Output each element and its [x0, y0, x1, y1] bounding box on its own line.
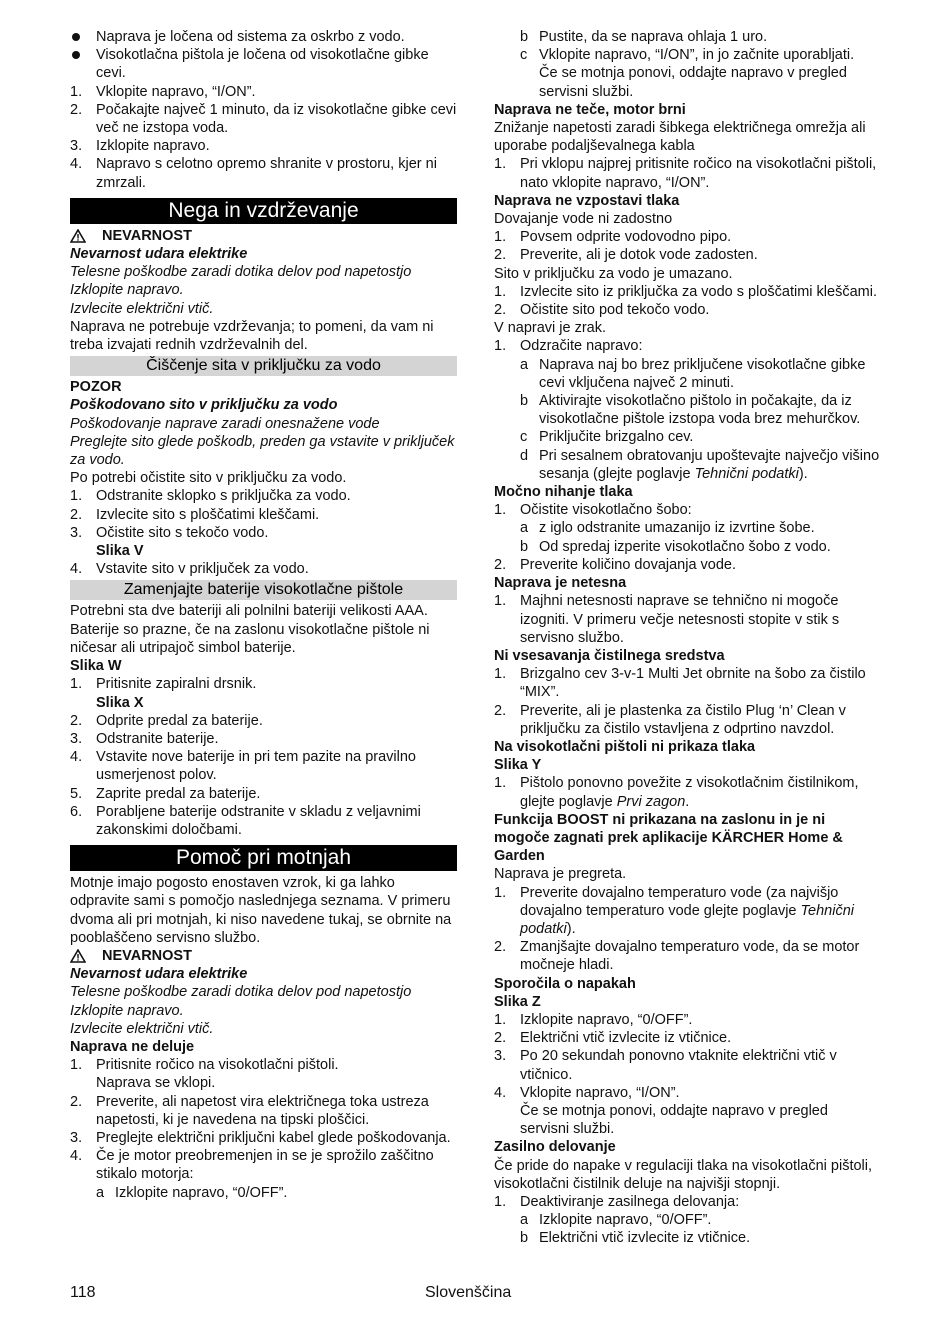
list-item: 1. Povsem odprite vodovodno pipo. [494, 229, 732, 246]
figure-ref: Slika W [70, 658, 122, 675]
list-item: 1. Pri vklopu najprej pritisnite ročico na visokotlačni pištoli, nato vklopite napravo, “I/ON”. [494, 156, 877, 191]
list-item: 4. Vklopite napravo, “I/ON”. [494, 1084, 680, 1101]
list-item: 2. Električni vtič izvlecite iz vtičnice. [494, 1030, 732, 1047]
list-item: 1. Pritisnite ročico na visokotlačni pištoli. [70, 1057, 339, 1074]
bullet-item: Visokotlačna pištola je ločena od visokotlačne gibke cevi. [70, 46, 457, 82]
sub-list-item: a Izklopite napravo, “0/OFF”. [96, 1184, 288, 1201]
list-item: 1. Odzračite napravo: [494, 338, 643, 355]
list-item: 1. Deaktiviranje zasilnega delovanja: [494, 1194, 740, 1210]
danger-label: NEVARNOST [70, 227, 457, 245]
chapter-reference: Prvi zagon [616, 793, 686, 810]
sub-list-item: a Izklopite napravo, “0/OFF”. [520, 1212, 712, 1229]
fault-title: Zasilno delovanje [494, 1139, 616, 1156]
list-item: 1. Odstranite sklopko s priključka za vodo. [70, 488, 351, 505]
list-item: 2. Odprite predal za baterije. [70, 712, 263, 729]
right-column: b Pustite, da se naprava ohlaja 1 uro. c Vklopite napravo, “I/ON”, in jo začnite uporabljati. Če se motnja ponovi, oddajte napravo v pregled servisni službi. Naprava ne teče, motor brni Znižanje napetosti zaradi šibkega električnega omrežja ali uporabe podaljševalnega kabla 1. Pri vklopu najprej pritisnite ročico na visokotlačni pištoli, nato vklopite napravo, “I/ON”. Naprava ne vzpostavi tlaka Dovajanje vode ni zadostno 1. Povsem odprite vodovodno pipo. 2. Preverite, ali je dotok vode zadosten. Sito v priključku za vodo je umazano. 1. Izvlecite sito iz priključka za vodo s ploščatimi kleščami. 2. Očistite sito pod tekočo vodo. V napravi je zrak. 1. Odzračite napravo: a Naprava naj bo brez priključene visokotlačne gibke cevi vključena največ 2 minuti. b Aktivirajte visokotlačno pištolo in počakajte, da iz visokotlačne pištole izstopa voda brez mehurčkov. c Priključite brizgalno cev. d Pri sesalnem obratovanju upoštevajte največjo višino sesanja (glejte poglavje Tehnični podatki). Močno nihanje tlaka 1. Očistite visokotlačno šobo: a z iglo odstranite umazanijo iz izvrtine šobe. b Od spredaj izperite visokotlačno šobo z vodo. 2. Preverite količino dovajanja vode. Naprava je netesna 1. Majhni netesnosti naprave se tehnično ni mogoče izogniti. V primeru večje netesnosti stopite v stik s servisno službo. Ni vsesavanja čistilnega sredstva 1. Brizgalno cev 3-v-1 Multi Jet obrnite na šobo za čistilo “MIX”. 2. Preverite, ali je plastenka za čistilo Plug ‘n’ Clean v priključku za čistilo vstavljena z odprtino navzdol. Na visokotlačni pištoli ni prikaza tlaka Slika Y 1. Pištolo ponovno povežite z visokotlačnim čistilnikom, glejte poglavje Prvi zagon. Funkcija BOOST ni prikazana na zaslonu in je ni mogoče zagnati prek aplikacije KÄRCHER Home & Garden Naprava je pregreta. 1. Preverite dovajalno temperaturo vode (za najvišjo dovajalno temperaturo vode glejte poglavje Tehnični podatki). 2. Zmanjšajte dovajalno temperaturo vode, da se motor močneje hladi. Sporočila o napakah Slika Z 1. Izklopite napravo, “0/OFF”. 2. Električni vtič izvlecite iz vtičnice. 3. Po 20 sekundah ponovno vtaknite električni vtič v vtičnico. 4. Vklopite napravo, “I/ON”. Če se motnja ponovi, oddajte napravo v pregled servisni službi. Zasilno delovanje Če pride do napake v regulaciji tlaka na visokotlačni pištoli, visokotlačni čistilnik deluje na najvišji stopnji. 1. Deaktiviranje zasilnega delovanja: a Izklopite napravo, “0/OFF”. b Električni vtič izvlecite iz vtičnice. [494, 29, 880, 1247]
bullet-item: Naprava je ločena od sistema za oskrbo z vodo. [70, 28, 457, 46]
fault-title: Sporočila o napakah [494, 975, 636, 992]
chapter-reference: Tehnični podatki [520, 902, 855, 937]
section-heading-pomoc: Pomoč pri motnjah [70, 845, 457, 871]
figure-ref: Slika Y [494, 757, 542, 774]
danger-title: Nevarnost udara elektrike [70, 966, 248, 983]
list-item: 1. Pištolo ponovno povežite z visokotlačnim čistilnikom, glejte poglavje Prvi zagon. [494, 775, 859, 810]
section-heading-nega: Nega in vzdrževanje [70, 198, 457, 224]
list-item: 3. Izklopite napravo. [70, 138, 210, 155]
list-item: 2. Izvlecite sito s ploščatimi kleščami. [70, 506, 320, 523]
list-item: 4. Vstavite nove baterije in pri tem pazite na pravilno usmerjenost polov. [70, 749, 416, 784]
fault-title: Naprava ne deluje [70, 1038, 195, 1055]
chapter-reference: Tehnični podatki [694, 465, 799, 482]
list-item: 1. Majhni netesnosti naprave se tehnično ni mogoče izogniti. V primeru večje netesnosti stopite v stik s servisno službo. [494, 593, 840, 646]
list-item: 2. Preverite, ali je plastenka za čistilo Plug ‘n’ Clean v priključku za čistilo vstavljena z odprtino navzdol. [494, 702, 846, 737]
list-item: 1. Brizgalno cev 3-v-1 Multi Jet obrnite na šobo za čistilo “MIX”. [494, 666, 866, 701]
figure-ref: Slika Z [494, 993, 541, 1010]
sub-list-item: b Od spredaj izperite visokotlačno šobo z vodo. [520, 538, 831, 555]
fault-title: Ni vsesavanja čistilnega sredstva [494, 647, 725, 664]
list-item: 2. Preverite, ali napetost vira električnega toka ustreza napetosti, ki je navedena na tipski ploščici. [70, 1093, 429, 1128]
page-number: 118 [70, 1284, 96, 1301]
warning-triangle-icon [70, 949, 86, 963]
fault-title: Močno nihanje tlaka [494, 484, 633, 501]
fault-title: Funkcija BOOST ni prikazana na zaslonu in je ni mogoče zagnati prek aplikacije KÄRCHER Home & Garden [494, 811, 843, 865]
bullet-dot [72, 51, 80, 59]
figure-ref: Slika V [96, 543, 144, 560]
fault-title: Na visokotlačni pištoli ni prikaza tlaka [494, 738, 756, 755]
list-item: 2. Zmanjšajte dovajalno temperaturo vode, da se motor močneje hladi. [494, 939, 860, 974]
list-item: 2. Očistite sito pod tekočo vodo. [494, 302, 710, 319]
left-column: Naprava je ločena od sistema za oskrbo z vodo. Visokotlačna pištola je ločena od visokotlačne gibke cevi. 1. Vklopite napravo, “I/ON”. 2. Počakajte največ 1 minuto, da iz visokotlačne gibke cevi več ne izstopa voda. 3. Izklopite napravo. 4. Napravo s celotno opremo shranite v prostoru, kjer ni zmrzali. Nega in vzdrževanje NEVARNOST Nevarnost udara elektrike Telesne poškodbe zaradi dotika delov pod napetostjo Izklopite napravo. Izvlecite električni vtič. Naprava ne potrebuje vzdrževanja; to pomeni, da vam ni treba izvajati rednih vzdrževalnih del. Čiščenje sita v priključku za vodo POZOR Poškodovano sito v priključku za vodo Poškodovanje naprave zaradi onesnažene vode Preglejte sito glede poškodb, preden ga vstavite v priključek za vodo. Po potrebi očistite sito v priključku za vodo. 1. Odstranite sklopko s priključka za vodo. 2. Izvlecite sito s ploščatimi kleščami. 3. Očistite sito s tekočo vodo. Slika V 4. Vstavite sito v priključek za vodo. Zamenjajte baterije visokotlačne pištole Potrebni sta dve bateriji ali polnilni bateriji velikosti AAA. Baterije so prazne, če na zaslonu visokotlačne pištole ni ničesar ali utripajoč simbol baterije. Slika W 1. Pritisnite zapiralni drsnik. Slika X 2. Odprite predal za baterije. 3. Odstranite baterije. 4. Vstavite nove baterije in pri tem pazite na pravilno usmerjenost polov. 5. Zaprite predal za baterije. 6. Porabljene baterije odstranite v skladu z veljavnimi zakonskimi določbami. Pomoč pri motnjah Motnje imajo pogosto enostaven vzrok, ki ga lahko odpravite sami s pomočjo naslednjega seznama. V primeru dvoma ali pri motnjah, ki niso navedene tukaj, se obrnite na pooblaščeno servisno službo. NEVARNOST Nevarnost udara elektrike Telesne poškodbe zaradi dotika delov pod napetostjo Izklopite napravo. Izvlecite električni vtič. Naprava ne deluje 1. Pritisnite ročico na visokotlačni pištoli. Naprava se vklopi. 2. Preverite, ali napetost vira električnega toka ustreza napetosti, ki je navedena na tipski ploščici. 3. Preglejte električni priključni kabel glede poškodovanja. 4. Če je motor preobremenjen in se je sprožilo zaščitno stikalo motorja: a Izklopite napravo, “0/OFF”. [70, 29, 457, 1201]
danger-title: Nevarnost udara elektrike [70, 246, 248, 263]
danger-label: NEVARNOST [70, 947, 457, 965]
list-item: 4. Če je motor preobremenjen in se je sprožilo zaščitno stikalo motorja: [70, 1148, 434, 1183]
fault-title: Naprava je netesna [494, 575, 627, 592]
sub-list-item: b Pustite, da se naprava ohlaja 1 uro. [520, 29, 768, 45]
caution-label: POZOR [70, 379, 122, 396]
list-item: 4. Napravo s celotno opremo shranite v prostoru, kjer ni zmrzali. [70, 156, 437, 191]
sub-list-item: d Pri sesalnem obratovanju upoštevajte največjo višino sesanja (glejte poglavje Tehnični podatki). [520, 447, 880, 482]
list-item: 3. Po 20 sekundah ponovno vtaknite električni vtič v vtičnico. [494, 1048, 837, 1083]
list-item: 1. Izklopite napravo, “0/OFF”. [494, 1011, 693, 1028]
list-item: 5. Zaprite predal za baterije. [70, 785, 261, 802]
list-item: 3. Preglejte električni priključni kabel glede poškodovanja. [70, 1129, 451, 1146]
list-item: 4. Vstavite sito v priključek za vodo. [70, 561, 309, 578]
list-item: 1. Pritisnite zapiralni drsnik. [70, 676, 257, 693]
list-item: 3. Odstranite baterije. [70, 730, 219, 747]
fault-title: Naprava ne vzpostavi tlaka [494, 192, 680, 209]
list-item: 2. Preverite količino dovajanja vode. [494, 556, 737, 573]
sub-list-item: a z iglo odstranite umazanijo iz izvrtine šobe. [520, 520, 815, 537]
warning-triangle-icon [70, 229, 86, 243]
fault-title: Naprava ne teče, motor brni [494, 101, 686, 118]
subsection-heading-baterije: Zamenjajte baterije visokotlačne pištole [70, 580, 457, 600]
sub-list-item: b Električni vtič izvlecite iz vtičnice. [520, 1230, 751, 1247]
list-item: 1. Vklopite napravo, “I/ON”. [70, 83, 256, 100]
list-item: 1. Preverite dovajalno temperaturo vode (za najvišjo dovajalno temperaturo vode glejte poglavje Tehnični podatki). [494, 884, 855, 937]
list-item: 2. Preverite, ali je dotok vode zadosten. [494, 247, 758, 264]
sub-list-item: c Priključite brizgalno cev. [520, 429, 694, 446]
bullet-dot [72, 33, 80, 41]
figure-ref: Slika X [96, 694, 144, 711]
sub-list-item: c Vklopite napravo, “I/ON”, in jo začnite uporabljati. [520, 47, 855, 64]
list-item: 1. Očistite visokotlačno šobo: [494, 502, 692, 519]
subsection-heading-sito: Čiščenje sita v priključku za vodo [70, 356, 457, 376]
sub-list-item: a Naprava naj bo brez priključene visokotlačne gibke cevi vključena največ 2 minuti. [520, 356, 866, 391]
list-item: 2. Počakajte največ 1 minuto, da iz visokotlačne gibke cevi več ne izstopa voda. [70, 101, 457, 137]
list-item: 1. Izvlecite sito iz priključka za vodo s ploščatimi kleščami. [494, 283, 877, 300]
footer-language: Slovenščina [425, 1284, 512, 1301]
sub-list-item: b Aktivirajte visokotlačno pištolo in počakajte, da iz visokotlačne pištole izstopa voda brez mehurčkov. [520, 393, 861, 428]
list-item: 6. Porabljene baterije odstranite v skladu z veljavnimi zakonskimi določbami. [70, 803, 421, 838]
list-item: 3. Očistite sito s tekočo vodo. [70, 524, 269, 541]
